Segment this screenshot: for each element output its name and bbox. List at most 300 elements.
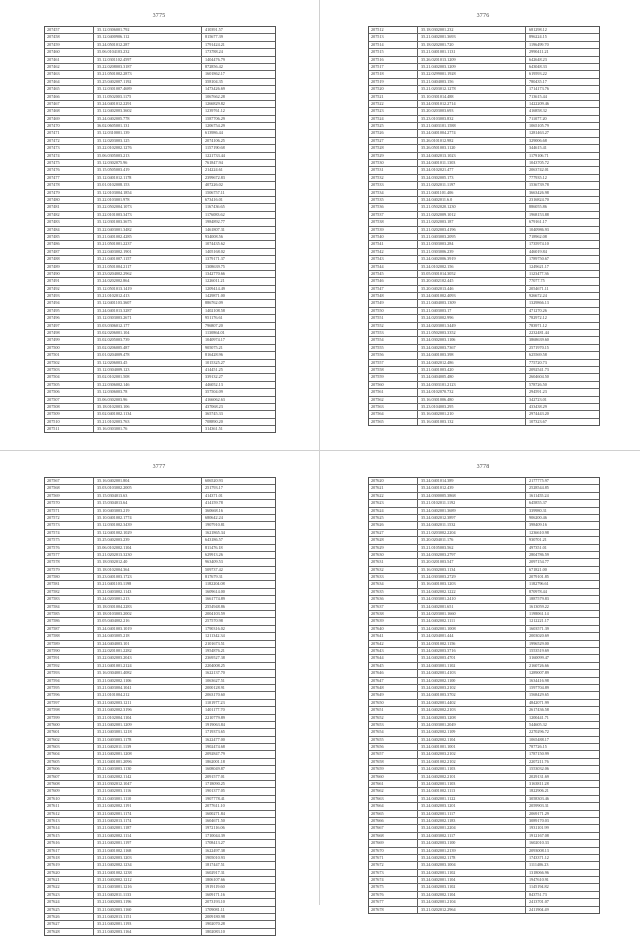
row-id: 207627 — [45, 921, 94, 927]
row-id: 207625 — [369, 515, 418, 521]
row-id: 207549 — [369, 300, 418, 306]
table-row — [45, 692, 275, 699]
row-amount: 1708413.27 — [205, 840, 225, 846]
row-amount: 1790316.02 — [205, 625, 225, 631]
row-code: 35.25.0402007.1192 — [94, 79, 202, 85]
row-code: 35.06.0104103.232 — [94, 49, 202, 55]
table-row — [45, 581, 275, 588]
table-row — [45, 330, 275, 337]
row-code: 35.18.0102004.364 — [94, 567, 202, 573]
table-row — [45, 130, 275, 137]
row-id: 207494 — [45, 300, 94, 306]
row-id: 207623 — [45, 892, 94, 898]
table-row — [369, 79, 599, 86]
table-row — [45, 264, 275, 271]
row-id: 207604 — [45, 751, 94, 757]
table-row — [369, 618, 599, 625]
row-code: 35.21.0402002.3196 — [94, 707, 202, 713]
table-row — [45, 315, 275, 322]
row-amount: 1972116.06 — [205, 825, 225, 831]
table-row — [369, 27, 599, 34]
table-row — [45, 537, 275, 544]
row-id: 207620 — [369, 478, 418, 484]
table-row — [45, 604, 275, 611]
row-amount: 1718090.25 — [205, 781, 225, 787]
row-code: 35.25.0402003.239 — [94, 537, 202, 543]
row-code: 35.24.0402003.2102 — [418, 685, 526, 691]
row-code: 35.10.0401002.1774 — [94, 515, 202, 521]
row-id: 207492 — [45, 286, 94, 292]
row-id: 207668 — [369, 833, 418, 839]
row-amount: 1947610.91 — [529, 877, 549, 883]
table-row — [45, 803, 275, 810]
row-code: 35.12.0301102.4597 — [94, 57, 202, 63]
row-amount: 173788.24 — [205, 49, 223, 55]
row-amount: 2059903.31 — [529, 803, 549, 809]
row-id: 207491 — [45, 278, 94, 284]
table-body — [369, 27, 599, 425]
table-row — [369, 411, 599, 418]
row-id: 207520 — [369, 86, 418, 92]
row-code: 35.21.0402002.1191 — [94, 803, 202, 809]
row-id: 207667 — [369, 825, 418, 831]
row-id: 207561 — [369, 389, 418, 395]
row-code: 35.02.0206005.487 — [94, 345, 202, 351]
row-id: 207468 — [45, 108, 94, 114]
row-amount: 1249621.17 — [529, 263, 549, 269]
table-row — [45, 345, 275, 352]
row-id: 207619 — [45, 862, 94, 868]
row-id: 207562 — [369, 397, 418, 403]
row-amount: 1289007.89 — [529, 670, 549, 676]
row-id: 207552 — [369, 323, 418, 329]
row-code: 35.21.0403001.1110 — [94, 796, 202, 802]
table-row — [369, 515, 599, 522]
row-id: 207463 — [45, 71, 94, 77]
row-code: 35.24.0402001.1103 — [418, 766, 526, 772]
table-row — [45, 737, 275, 744]
row-code: 35.21.0403004.1041 — [94, 685, 202, 691]
row-id: 207606 — [45, 766, 94, 772]
row-id: 207532 — [369, 175, 418, 181]
table-row — [45, 648, 275, 655]
table-row — [45, 271, 275, 278]
row-id: 207557 — [369, 360, 418, 366]
table-row — [369, 589, 599, 596]
row-code: 35.26.0501003.1120 — [418, 145, 526, 151]
row-code: 35.06.0305003.213 — [94, 153, 202, 159]
table-row — [45, 241, 275, 248]
row-amount: 2232481.44 — [529, 330, 549, 336]
row-code: 35.18.0103003.2002 — [94, 611, 202, 617]
row-amount: 2369527.38 — [205, 655, 225, 661]
row-amount: 761847.94 — [205, 160, 223, 166]
row-id: 207486 — [45, 241, 94, 247]
row-amount: 1405168.02 — [205, 248, 225, 254]
row-amount: 2210779.89 — [205, 714, 225, 720]
table-row — [369, 596, 599, 603]
row-id: 207675 — [369, 884, 418, 890]
row-code: 35.24.0402002.1104 — [418, 737, 526, 743]
row-id: 207515 — [369, 49, 418, 55]
row-code: 35.24.0402002.1178 — [418, 855, 526, 861]
row-code: 35.21.0401001.2124 — [94, 663, 202, 669]
row-code: 35.24.0402001.651 — [418, 604, 526, 610]
row-id: 207540 — [369, 234, 418, 240]
row-id: 207500 — [45, 345, 94, 351]
row-code: 35.21.0403003.17 — [418, 308, 526, 314]
row-code: 35.24.0303003.2729 — [418, 574, 526, 580]
row-amount: 1281463.27 — [529, 130, 549, 136]
row-id: 207531 — [369, 167, 418, 173]
row-id: 207641 — [369, 633, 418, 639]
row-code: 35.18.0102003.106 — [94, 404, 202, 410]
row-amount: 1954876.21 — [205, 647, 225, 653]
row-amount: 1622477.00 — [205, 736, 225, 742]
row-id: 207616 — [45, 840, 94, 846]
row-id: 207554 — [369, 337, 418, 343]
row-amount: 1613059.22 — [529, 603, 549, 609]
row-amount: 1329866.13 — [529, 300, 549, 306]
row-code: 35.21.0401002.1168 — [94, 848, 202, 854]
row-amount: 1603571.39 — [529, 625, 549, 631]
row-id: 207600 — [45, 722, 94, 728]
row-amount: 1404476.79 — [205, 56, 225, 62]
row-amount: 896224.15 — [529, 34, 547, 40]
row-code: 35.24.0402002.1111 — [418, 618, 526, 624]
row-code: 35.21.0402001.1193 — [94, 921, 202, 927]
row-id: 207579 — [45, 567, 94, 573]
table-row — [45, 404, 275, 411]
row-amount: 2073193.10 — [205, 899, 225, 905]
row-code: 35.21.0404003.156 — [418, 79, 526, 85]
row-amount: 446052.13 — [205, 381, 223, 387]
table-row — [45, 190, 275, 197]
row-amount: 2077611.10 — [205, 803, 225, 809]
row-id: 207628 — [369, 537, 418, 543]
row-amount: 905075.21 — [205, 344, 223, 350]
row-code: 35.05.0301014.3052 — [418, 271, 526, 277]
row-id: 207654 — [369, 729, 418, 735]
row-amount: 1130864.01 — [205, 330, 225, 336]
row-code: 35.24.0403002.1117 — [418, 833, 526, 839]
row-code: 35.12.0401103.3607 — [94, 300, 202, 306]
table-row — [369, 715, 599, 722]
row-id: 207640 — [369, 626, 418, 632]
row-id: 207544 — [369, 264, 418, 270]
row-amount: 3058303.46 — [529, 795, 549, 801]
row-id: 207560 — [369, 382, 418, 388]
row-code: 35.15.0304013.63 — [94, 493, 202, 499]
row-id: 207677 — [369, 899, 418, 905]
row-code: 35.21.0105003.562 — [418, 545, 526, 551]
table-row — [45, 618, 275, 625]
table-row — [369, 264, 599, 271]
row-code: 35.21.0403101.1588 — [418, 123, 526, 129]
table-row — [369, 241, 599, 248]
table-row — [45, 167, 275, 174]
row-code: 35.20.0204011.176 — [418, 537, 526, 543]
row-amount: 1429871.00 — [205, 293, 225, 299]
row-code: 35.21.0402001.1208 — [94, 751, 202, 757]
row-amount: 1422209.46 — [529, 100, 549, 106]
table-row — [45, 508, 275, 515]
row-amount: 1791424.21 — [205, 41, 225, 47]
row-code: 35.24.0401012.2291 — [94, 101, 202, 107]
row-id: 207671 — [369, 855, 418, 861]
row-id: 207651 — [369, 707, 418, 713]
row-id: 207514 — [369, 42, 418, 48]
row-amount: 713615.44 — [529, 93, 547, 99]
row-amount: 1063627.51 — [205, 677, 225, 683]
table-row — [369, 308, 599, 315]
table-row — [369, 227, 599, 234]
row-amount: 1198061.14 — [529, 611, 549, 617]
row-id: 207563 — [369, 404, 418, 410]
row-amount: 2204008.25 — [205, 662, 225, 668]
row-id: 207513 — [369, 34, 418, 40]
table-row — [369, 884, 599, 891]
row-amount: 1111406.23 — [529, 862, 549, 868]
row-amount: 214224.61 — [205, 167, 223, 173]
table-row — [45, 94, 275, 101]
row-amount: 643186.57 — [205, 537, 223, 543]
row-amount: 1719373.65 — [205, 729, 225, 735]
row-code: 35.24.0402001.1117 — [418, 811, 526, 817]
row-amount: 1622497.38 — [205, 847, 225, 853]
row-id: 207546 — [369, 278, 418, 284]
row-id: 207676 — [369, 892, 418, 898]
row-code: 35.12.0306003.78 — [94, 389, 202, 395]
row-amount: 2079101.85 — [529, 574, 549, 580]
row-id: 207565 — [369, 419, 418, 425]
table-row — [369, 249, 599, 256]
row-code: 35.24.0402001.1103 — [418, 781, 526, 787]
row-code: 35.21.0402003.1209 — [418, 64, 526, 70]
table-row — [369, 256, 599, 263]
row-amount: 1608049.87 — [205, 766, 225, 772]
row-amount: 886762.09 — [205, 300, 223, 306]
row-amount: 2617436.58 — [529, 707, 549, 713]
row-id: 207550 — [369, 308, 418, 314]
table-row — [369, 626, 599, 633]
row-id: 207647 — [369, 678, 418, 684]
row-id: 207626 — [45, 914, 94, 920]
row-id: 207484 — [45, 227, 94, 233]
row-code: 35.24.0301012.2714 — [418, 101, 526, 107]
row-id: 207622 — [45, 884, 94, 890]
row-id: 207631 — [369, 559, 418, 565]
row-amount: 681298.12 — [529, 27, 547, 32]
row-code: 35.06.0302003.96 — [94, 397, 202, 403]
row-amount: 314361.51 — [205, 426, 223, 432]
table-row — [45, 641, 275, 648]
row-code: 35.24.0102070.732 — [418, 389, 526, 395]
row-id: 207474 — [45, 153, 94, 159]
row-id: 207506 — [45, 389, 94, 395]
row-amount: 414159.78 — [205, 500, 223, 506]
row-amount: 2054671.11 — [529, 285, 549, 291]
table-row — [369, 759, 599, 766]
table-body — [369, 478, 599, 913]
table-row — [45, 678, 275, 685]
table-row — [369, 522, 599, 529]
table-row — [45, 759, 275, 766]
row-code: 35.24.0401012.439 — [418, 485, 526, 491]
row-code: 35.24.0402002.1222 — [418, 589, 526, 595]
row-id: 207596 — [45, 692, 94, 698]
row-id: 207655 — [369, 737, 418, 743]
row-id: 207533 — [369, 182, 418, 188]
row-code: 35.24.0401001.1001 — [418, 744, 526, 750]
table-row — [45, 64, 275, 71]
row-amount: 1601862.17 — [205, 71, 225, 77]
row-code: 35.02.0205003.739 — [94, 337, 202, 343]
row-amount: 2092847.79 — [205, 751, 225, 757]
row-code: 35.21.0401002.4285 — [94, 234, 202, 240]
row-code: 35.21.0401007.1157 — [94, 256, 202, 262]
table-row — [369, 670, 599, 677]
row-id: 207581 — [45, 581, 94, 587]
row-amount: 708890.20 — [205, 418, 223, 424]
table-row — [369, 870, 599, 877]
row-id: 207643 — [369, 648, 418, 654]
row-code: 35.21.0102003.763 — [94, 419, 202, 425]
row-amount: 1887579.83 — [529, 596, 549, 602]
row-code: 35.22.0102002.1276 — [94, 145, 202, 151]
table-row — [45, 153, 275, 160]
table-row — [45, 670, 275, 677]
table-row — [369, 108, 599, 115]
table-row — [369, 64, 599, 71]
row-code: 35.12.0401012.1178 — [94, 175, 202, 181]
row-id: 207461 — [45, 57, 94, 63]
row-code: 35.18.0302012.40 — [94, 559, 202, 565]
row-id: 207674 — [369, 877, 418, 883]
row-amount: 2270296.72 — [529, 729, 549, 735]
row-code: 35.21.0402003.1160 — [94, 907, 202, 913]
table-row — [369, 751, 599, 758]
row-code: 35.23.0401003.1723 — [94, 574, 202, 580]
table-row — [369, 641, 599, 648]
row-amount: 815677.39 — [205, 34, 223, 40]
row-code: 35.24.0401002.1113 — [418, 788, 526, 794]
row-id: 207657 — [369, 751, 418, 757]
row-amount: 643048.33 — [529, 63, 547, 69]
row-code: 35.12.0302075.96 — [94, 160, 202, 166]
row-code: 35.21.0402003.1196 — [94, 899, 202, 905]
row-amount: 1043705.72 — [529, 160, 549, 166]
row-code: 35.24.0401003.398 — [418, 352, 526, 358]
table-row — [369, 57, 599, 64]
table-row — [45, 729, 275, 736]
row-id: 207637 — [369, 604, 418, 610]
row-code: 35.22.0403001.3482 — [94, 227, 202, 233]
row-amount: 1743371.12 — [529, 854, 549, 860]
row-id: 207471 — [45, 130, 94, 136]
table-row — [45, 123, 275, 130]
table-row — [369, 485, 599, 492]
row-amount: 2101673.51 — [205, 640, 225, 646]
row-id: 207607 — [45, 774, 94, 780]
table-row — [369, 300, 599, 307]
row-code: 35.21.0402011.1133 — [94, 892, 202, 898]
table-row — [369, 71, 599, 78]
row-amount: 2604604.50 — [529, 374, 549, 380]
row-amount: 1862001.18 — [205, 758, 225, 764]
row-id: 207470 — [45, 123, 94, 129]
row-amount: 2804786.59 — [529, 551, 549, 557]
row-amount: 671821.00 — [529, 566, 547, 572]
row-id: 207473 — [45, 145, 94, 151]
table-row — [369, 404, 599, 411]
table-row — [45, 818, 275, 825]
row-code: 35.16.0402001.804 — [94, 478, 202, 484]
row-code: 35.12.0400906.112 — [94, 34, 202, 40]
row-code: 35.24.0302003.1106 — [418, 337, 526, 343]
row-code: 35.24.0401002.2102 — [418, 759, 526, 765]
row-id: 207504 — [45, 374, 94, 380]
row-id: 207638 — [369, 611, 418, 617]
row-id: 207573 — [45, 522, 94, 528]
table-row — [45, 204, 275, 211]
row-amount: 1342770.66 — [205, 270, 225, 276]
table-row — [369, 530, 599, 537]
row-id: 207597 — [45, 700, 94, 706]
row-id: 207556 — [369, 352, 418, 358]
row-code: 35.24.0402001.3689 — [418, 508, 526, 514]
row-id: 207663 — [369, 796, 418, 802]
row-amount: 1822906.21 — [529, 788, 549, 794]
row-id: 207586 — [45, 618, 94, 624]
row-id: 207591 — [45, 655, 94, 661]
row-code: 35.24.0302003.2797 — [418, 552, 526, 558]
row-amount: 1074435.62 — [205, 241, 225, 247]
row-code: 35.24.0401013.3287 — [94, 308, 202, 314]
row-code: 35.21.0303006.239 — [418, 249, 526, 255]
row-id: 207488 — [45, 256, 94, 262]
row-code: 35.21.0403001.1218 — [94, 729, 202, 735]
table-row — [45, 567, 275, 574]
row-id: 207518 — [369, 71, 418, 77]
table-row — [369, 337, 599, 344]
row-code: 35.24.0300005.3868 — [418, 493, 526, 499]
row-amount: 1709081.11 — [205, 906, 225, 912]
row-amount: 1236610.98 — [529, 529, 549, 535]
row-amount: 3163811.28 — [529, 781, 549, 787]
row-code: 35.24.0402011.1532 — [418, 522, 526, 528]
data-table — [368, 477, 600, 914]
table-row — [369, 907, 599, 913]
row-id: 207472 — [45, 138, 94, 144]
table-row — [369, 692, 599, 699]
row-amount: 1787150.99 — [529, 751, 549, 757]
row-amount: 711077.20 — [529, 115, 547, 121]
row-code: 35.12.0103004.1854 — [94, 190, 202, 196]
row-amount: 407226.02 — [205, 182, 223, 188]
row-code: 35.24.0402003.3716 — [418, 648, 526, 654]
row-code: 35.21.0402002.1234 — [94, 862, 202, 868]
row-code: 35.16.0402001.210 — [418, 411, 526, 417]
row-code: 35.24.0402002.1183 — [418, 818, 526, 824]
table-row — [369, 86, 599, 93]
row-id: 207629 — [369, 545, 418, 551]
table-row — [369, 604, 599, 611]
row-amount: 1402108.58 — [205, 307, 225, 313]
table-row — [369, 389, 599, 396]
row-id: 207553 — [369, 330, 418, 336]
table-row — [369, 204, 599, 211]
